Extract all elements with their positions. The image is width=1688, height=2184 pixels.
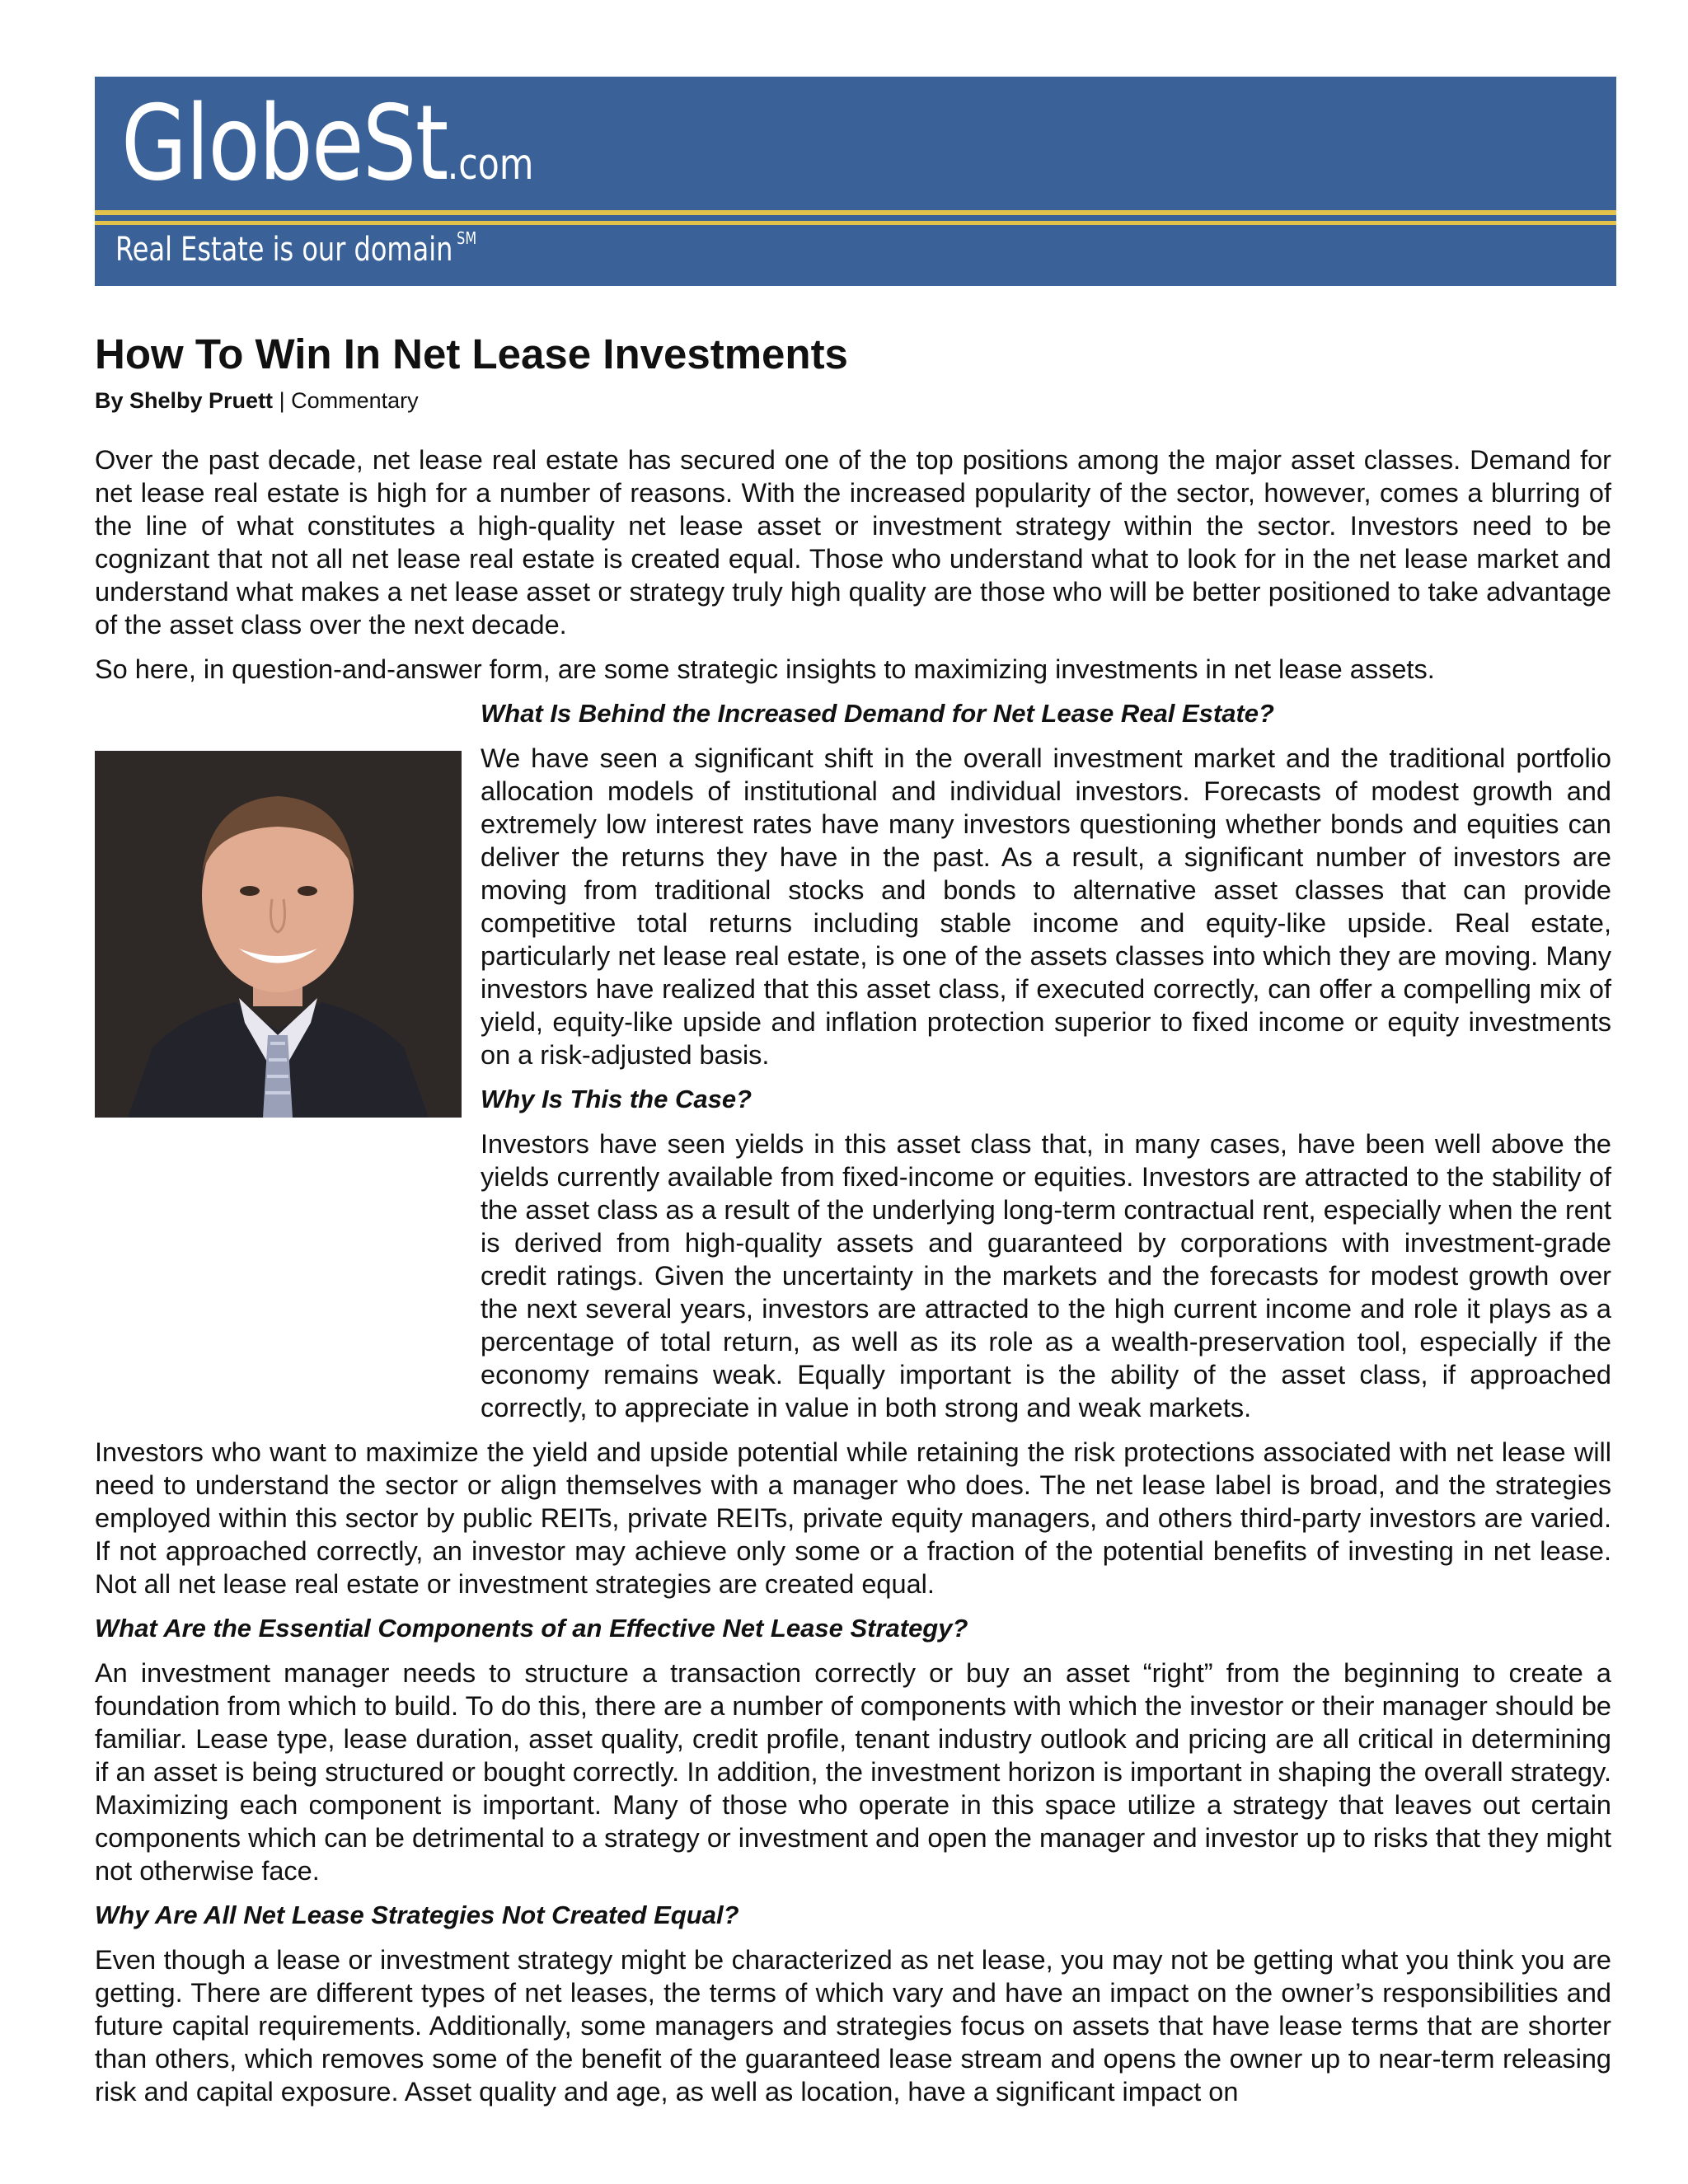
answer-paragraph-3: An investment manager needs to structure a transaction correctly or buy an asset “right” from the beginning to create a foundation from which to build. To do this, there are a number of components with which the investor or their manager should be familiar. Lease type, lease duration, asset quality, credit profile, tenant industry outlook and pricing are all critical in determining if an asset is being structured or bought correctly. In addition, the investment horizon is important in shaping the overall strategy. Maximizing each component is important. Many of those who operate in this space utilize a strategy that leaves out certain components which can be detrimental to a strategy or investment and open the manager and investor up to risks that they might not otherwise face. bbox=[95, 1658, 1611, 1886]
site-logo[interactable] bbox=[121, 82, 534, 204]
banner-stripe-bottom bbox=[95, 221, 1616, 225]
article-body bbox=[95, 443, 1611, 2120]
paragraph-intro: Over the past decade, net lease real estate has secured one of the top positions among the major asset classes. Demand for net lease real estate is high for a number of reasons. With the increased popularity of the sector, however, comes a blurring of the line of what constitutes a high-quality net lease asset or investment strategy within the sector. Investors need to be cognizant that not all net lease real estate is created equal. Those who understand what to look for in the net lease market and understand what makes a net lease asset or strategy truly high quality are those who will be better positioned to take advantage of the asset class over the next decade. bbox=[95, 445, 1611, 640]
banner-stripe-top bbox=[95, 210, 1616, 215]
answer-paragraph-2: Investors have seen yields in this asset class that, in many cases, have been well above the yields currently available from fixed-income or equities. Investors are attracted to the stability of the asset class as a result of the underlying long-term contractual rent, especially when the rent is derived from high-quality assets and guaranteed by corporations with investment-grade credit ratings. Given the uncertainty in the markets and the forecasts for modest growth over the next several years, investors are attracted to the high current income and role it plays as a percentage of total return, as well as its role as a wealth-preservation tool, especially if the economy remains weak. Equally important is the ability of the asset class, if approached correctly, to appreciate in value in both strong and weak markets. bbox=[481, 1129, 1611, 1422]
paragraph-qa-intro: So here, in question-and-answer form, are some strategic insights to maximizing investments in net lease assets. bbox=[95, 654, 1435, 684]
question-heading-1: What Is Behind the Increased Demand for Net Lease Real Estate? bbox=[481, 699, 1274, 728]
question-heading-3: What Are the Essential Components of an Effective Net Lease Strategy? bbox=[95, 1614, 968, 1643]
service-mark: SM bbox=[457, 228, 477, 248]
site-banner bbox=[95, 77, 1616, 286]
byline bbox=[95, 387, 419, 414]
byline-separator: | bbox=[273, 388, 292, 413]
logo-domain-text: .com bbox=[447, 140, 534, 190]
paragraph-investors: Investors who want to maximize the yield and upside potential while retaining the risk protections associated with net lease will need to understand the sector or align themselves with a manager who does. The net lease label is broad, and the strategies employed within this sector by public REITs, private REITs, private equity managers, and others third-party investors are varied. If not approached correctly, an investor may achieve only some or a fraction of the potential benefits of investing in net lease. Not all net lease real estate or investment strategies are created equal. bbox=[95, 1437, 1611, 1599]
article-category[interactable]: Commentary bbox=[291, 388, 419, 413]
author-name[interactable]: By Shelby Pruett bbox=[95, 388, 274, 413]
site-tagline bbox=[115, 228, 477, 269]
logo-main-text: GlobeSt bbox=[121, 82, 448, 204]
tagline-text: Real Estate is our domain bbox=[115, 231, 453, 269]
question-heading-4: Why Are All Net Lease Strategies Not Created Equal? bbox=[95, 1900, 739, 1929]
article-title: How To Win In Net Lease Investments bbox=[95, 330, 848, 377]
answer-paragraph-4: Even though a lease or investment strategy might be characterized as net lease, you may not be getting what you think you are getting. There are different types of net leases, the terms of which vary and have an impact on the owner’s responsibilities and future capital requirements. Additionally, some managers and strategies focus on assets that have lease terms that are shorter than others, which removes some of the benefit of the guaranteed lease stream and opens the owner up to near-term releasing risk and capital exposure. Asset quality and age, as well as location, have a significant impact on bbox=[95, 1945, 1611, 2107]
question-heading-2: Why Is This the Case? bbox=[481, 1085, 753, 1113]
photo-wrap-spacer bbox=[95, 742, 481, 1426]
answer-paragraph-1: We have seen a significant shift in the overall investment market and the traditional portfolio allocation models of institutional and individual investors. Forecasts of modest growth and extremely low interest rates have many investors questioning whether bonds and equities can deliver the returns they have in the past. As a result, a significant number of investors are moving from traditional stocks and bonds to alternative asset classes that can provide competitive total returns including stable income and equity-like upside. Real estate, particularly net lease real estate, is one of the assets classes into which they are moving. Many investors have realized that this asset class, if executed correctly, can offer a compelling mix of yield, equity-like upside and inflation protection superior to fixed income or equity investments on a risk-adjusted basis. bbox=[481, 743, 1611, 1070]
